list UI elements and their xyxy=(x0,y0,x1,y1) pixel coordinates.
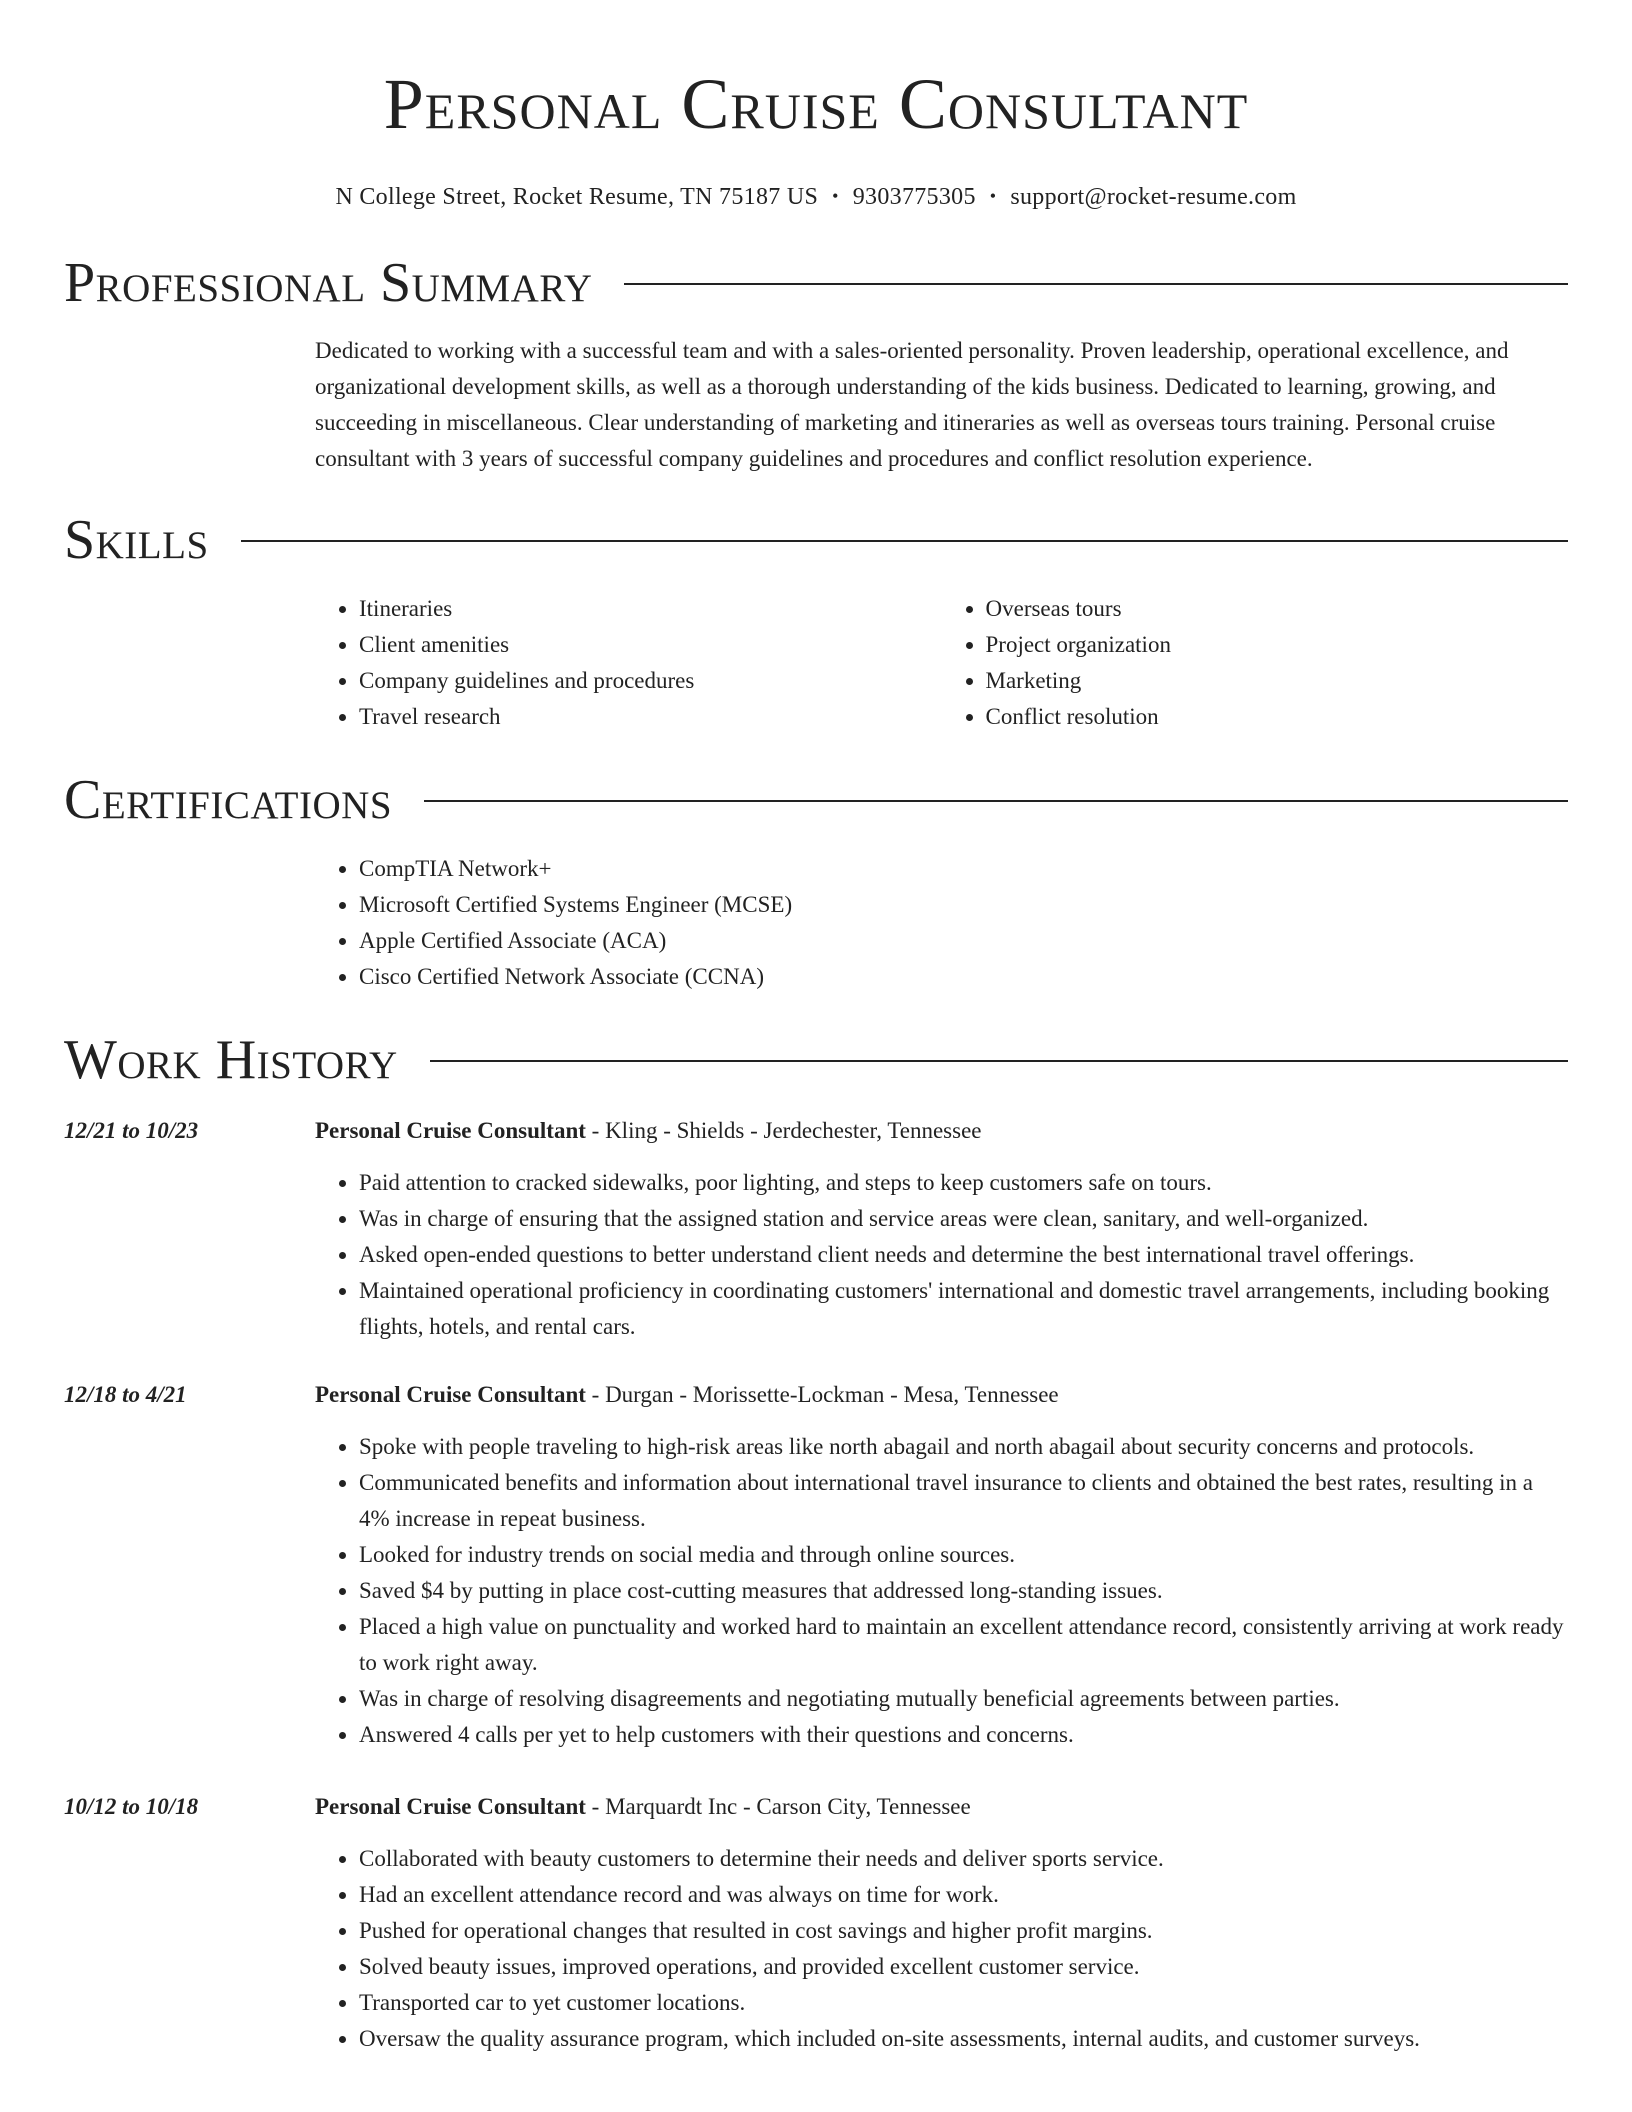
skill-item: • Overseas tours xyxy=(986,591,1569,627)
contact-line xyxy=(64,182,1568,213)
job-bullet: • Paid attention to cracked sidewalks, poor lighting, and steps to keep customers safe on tours. xyxy=(359,1165,1568,1201)
job-title-line xyxy=(315,1377,1568,1413)
job-bullet-list xyxy=(315,1429,1568,1753)
job-bullet: • Saved $4 by putting in place cost-cutting measures that addressed long-standing issues. xyxy=(359,1573,1568,1609)
skill-item: • Client amenities xyxy=(359,627,942,663)
certifications-heading: Certifications xyxy=(64,769,393,831)
job-body xyxy=(315,1113,1568,1345)
certifications-list xyxy=(315,851,1568,995)
summary-content xyxy=(315,333,1568,477)
job-bullet: • Was in charge of resolving disagreements and negotiating mutually beneficial agreements between parties. xyxy=(359,1681,1568,1717)
section-divider xyxy=(624,283,1568,285)
job-dates: 10/12 to 10/18 xyxy=(64,1794,199,1819)
job-dates: 12/21 to 10/23 xyxy=(64,1118,199,1143)
job-bullet: • Asked open-ended questions to better understand client needs and determine the best international travel offerings. xyxy=(359,1237,1568,1273)
skill-item: • Travel research xyxy=(359,699,942,735)
certification-item: • Cisco Certified Network Associate (CCNA) xyxy=(359,959,1568,995)
job-bullet-list xyxy=(315,1165,1568,1345)
section-divider xyxy=(430,1060,1568,1062)
job-entry xyxy=(64,1113,1568,1345)
job-bullet: • Placed a high value on punctuality and worked hard to maintain an excellent attendance record, consistently arriving at work ready to work right away. xyxy=(359,1609,1568,1681)
resume-page xyxy=(64,0,1568,2057)
section-divider xyxy=(241,540,1568,542)
certification-item: • CompTIA Network+ xyxy=(359,851,1568,887)
job-bullet: • Maintained operational proficiency in coordinating customers' international and domestic travel arrangements, including booking flights, hotels, and rental cars. xyxy=(359,1273,1568,1345)
job-body xyxy=(315,1377,1568,1753)
job-entry xyxy=(64,1377,1568,1753)
job-employer: - Marquardt Inc - Carson City, Tennessee xyxy=(585,1794,971,1819)
skill-item: • Conflict resolution xyxy=(986,699,1569,735)
job-bullet: • Spoke with people traveling to high-risk areas like north abagail and north abagail about security concerns and protocols. xyxy=(359,1429,1568,1465)
skills-content xyxy=(315,591,1568,735)
job-bullet: • Had an excellent attendance record and was always on time for work. xyxy=(359,1877,1568,1913)
job-title: Personal Cruise Consultant xyxy=(315,1118,586,1143)
job-title-line xyxy=(315,1113,1568,1149)
address: N College Street, Rocket Resume, TN 75187 US xyxy=(335,184,819,210)
job-dates: 12/18 to 4/21 xyxy=(64,1382,187,1407)
job-bullet: • Solved beauty issues, improved operations, and provided excellent customer service. xyxy=(359,1949,1568,1985)
section-divider xyxy=(424,800,1568,802)
skills-section-header xyxy=(64,505,1568,575)
certifications-section-header xyxy=(64,765,1568,835)
job-employer: - Durgan - Morissette-Lockman - Mesa, Tennessee xyxy=(585,1382,1059,1407)
job-bullet: • Transported car to yet customer locations. xyxy=(359,1985,1568,2021)
job-bullet: • Looked for industry trends on social media and through online sources. xyxy=(359,1537,1568,1573)
skill-item: • Project organization xyxy=(986,627,1569,663)
job-bullet: • Collaborated with beauty customers to determine their needs and deliver sports service. xyxy=(359,1841,1568,1877)
job-bullet: • Pushed for operational changes that resulted in cost savings and higher profit margins. xyxy=(359,1913,1568,1949)
phone: 9303775305 xyxy=(852,184,976,210)
skill-item: • Company guidelines and procedures xyxy=(359,663,942,699)
work-history-heading: Work History xyxy=(64,1029,398,1091)
job-body xyxy=(315,1789,1568,2057)
job-title-line xyxy=(315,1789,1568,1825)
job-title: Personal Cruise Consultant xyxy=(315,1794,586,1819)
job-bullet: • Was in charge of ensuring that the assigned station and service areas were clean, sanitary, and well-organized. xyxy=(359,1201,1568,1237)
skills-list-left xyxy=(315,591,942,735)
job-bullet: • Oversaw the quality assurance program, which included on-site assessments, internal audits, and customer surveys. xyxy=(359,2021,1568,2057)
job-bullet-list xyxy=(315,1841,1568,2057)
job-entry xyxy=(64,1789,1568,2057)
job-employer: - Kling - Shields - Jerdechester, Tennessee xyxy=(585,1118,982,1143)
work-history-section-header xyxy=(64,1025,1568,1095)
certification-item: • Microsoft Certified Systems Engineer (MCSE) xyxy=(359,887,1568,923)
skill-item: • Itineraries xyxy=(359,591,942,627)
certification-item: • Apple Certified Associate (ACA) xyxy=(359,923,1568,959)
page-title: Personal Cruise Consultant xyxy=(383,64,1249,144)
skills-grid xyxy=(315,591,1568,735)
job-title: Personal Cruise Consultant xyxy=(315,1382,586,1407)
skills-list-right xyxy=(942,591,1569,735)
skills-heading: Skills xyxy=(64,509,209,571)
separator-dot: • xyxy=(832,186,839,206)
summary-heading: Professional Summary xyxy=(64,252,593,314)
job-bullet: • Answered 4 calls per yet to help customers with their questions and concerns. xyxy=(359,1717,1568,1753)
certifications-content xyxy=(315,851,1568,995)
summary-section-header xyxy=(64,248,1568,318)
skill-item: • Marketing xyxy=(986,663,1569,699)
summary-text: Dedicated to working with a successful team and with a sales-oriented personality. Proven leadership, operational excellence, and organizational development skills, as well as a thorough understanding of the kids business. Dedicated to learning, growing, and succeeding in miscellaneous. Clear understanding of marketing and itineraries as well as overseas tours training. Personal cruise consultant with 3 years of successful company guidelines and procedures and conflict resolution experience. xyxy=(315,338,1509,471)
separator-dot: • xyxy=(989,186,997,206)
email: support@rocket-resume.com xyxy=(1010,184,1297,210)
job-bullet: • Communicated benefits and information about international travel insurance to clients and obtained the best rates, resulting in a 4% increase in repeat business. xyxy=(359,1465,1568,1537)
